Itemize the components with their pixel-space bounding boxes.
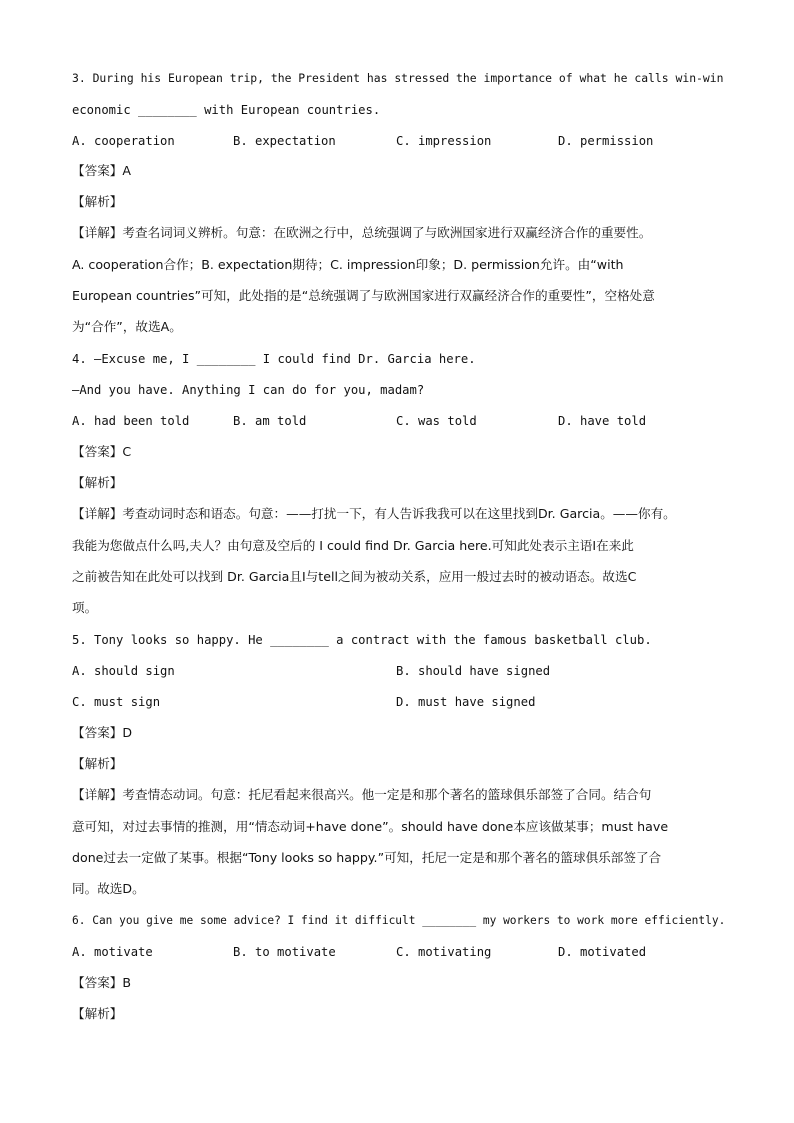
q5-option-c: C. must sign [72, 695, 161, 709]
q4-option-c: C. was told [396, 414, 477, 428]
q4-stem-line1: 4. —Excuse me, I ________ I could find Dr. Garcia here. [72, 352, 476, 366]
q3-option-d: D. permission [558, 134, 654, 148]
q3-detail-line4: 为“合作”，故选A。 [72, 319, 182, 334]
q6-option-b: B. to motivate [233, 945, 336, 959]
q3-answer: 【答案】A [72, 163, 131, 178]
q4-answer: 【答案】C [72, 444, 132, 459]
q5-stem-line1: 5. Tony looks so happy. He ________ a contract with the famous basketball club. [72, 633, 652, 647]
q5-detail-line1: 【详解】考查情态动词。句意：托尼看起来很高兴。他一定是和那个著名的篮球俱乐部签了合同。结合句 [72, 787, 652, 802]
q6-option-a: A. motivate [72, 945, 153, 959]
q3-detail-line3: European countries”可知，此处指的是“总统强调了与欧洲国家进行双赢经济合作的重要性”，空格处意 [72, 288, 655, 303]
q5-answer: 【答案】D [72, 725, 133, 740]
q5-analysis-label: 【解析】 [72, 756, 123, 771]
q4-option-a: A. had been told [72, 414, 190, 428]
q4-detail-line3: 之前被告知在此处可以找到 Dr. Garcia且I与tell之间为被动关系，应用一般过去时的被动语态。故选C [72, 569, 637, 584]
q4-detail-line1: 【详解】考查动词时态和语态。句意：——打扰一下，有人告诉我我可以在这里找到Dr. Garcia。——你有。 [72, 506, 676, 521]
q4-option-b: B. am told [233, 414, 307, 428]
q6-option-d: D. motivated [558, 945, 647, 959]
q5-option-a: A. should sign [72, 664, 175, 678]
q3-option-a: A. cooperation [72, 134, 175, 148]
q3-option-c: C. impression [396, 134, 492, 148]
q4-detail-line2: 我能为您做点什么吗,夫人？由句意及空后的 I could find Dr. Garcia here.可知此处表示主语I在来此 [72, 538, 634, 553]
q3-stem-line1: 3. During his European trip, the President has stressed the importance of what he calls win-win [72, 71, 724, 85]
q5-detail-line3: done过去一定做了某事。根据“Tony looks so happy.”可知，托尼一定是和那个著名的篮球俱乐部签了合 [72, 850, 662, 865]
q6-analysis-label: 【解析】 [72, 1006, 123, 1021]
q3-detail-line1: 【详解】考查名词词义辨析。句意：在欧洲之行中，总统强调了与欧洲国家进行双赢经济合作的重要性。 [72, 225, 652, 240]
q4-option-d: D. have told [558, 414, 647, 428]
q4-stem-line2: —And you have. Anything I can do for you, madam? [72, 383, 425, 397]
q6-stem-line1: 6. Can you give me some advice? I find it difficult ________ my workers to work more efficiently. [72, 914, 726, 927]
q4-detail-line4: 项。 [72, 600, 98, 615]
q3-analysis-label: 【解析】 [72, 194, 123, 209]
q5-detail-line4: 同。故选D。 [72, 881, 145, 896]
q3-detail-line2: A. cooperation合作；B. expectation期待；C. impression印象；D. permission允许。由“with [72, 257, 624, 272]
q4-analysis-label: 【解析】 [72, 475, 123, 490]
q3-stem-line2: economic ________ with European countries. [72, 103, 381, 117]
q3-option-b: B. expectation [233, 134, 336, 148]
q5-detail-line2: 意可知，对过去事情的推测，用“情态动词+have done”。should have done本应该做某事；must have [72, 819, 669, 834]
q6-option-c: C. motivating [396, 945, 492, 959]
q5-option-b: B. should have signed [396, 664, 551, 678]
q5-option-d: D. must have signed [396, 695, 536, 709]
q6-answer: 【答案】B [72, 975, 132, 990]
